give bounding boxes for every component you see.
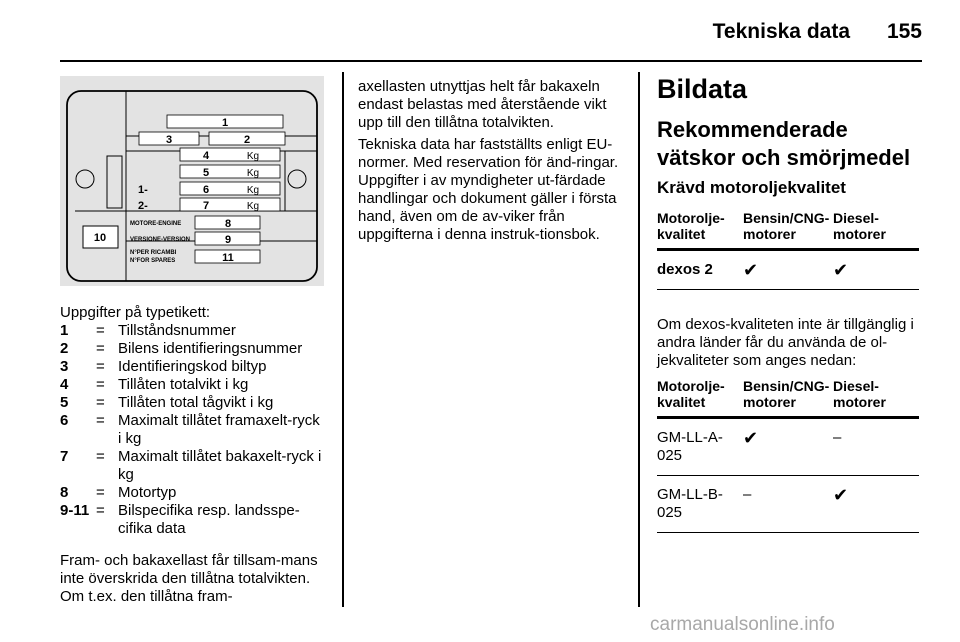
axle-load-paragraph-start: Fram- och bakaxellast får tillsam-mans inte överskrida den tillåtna totalvikten. Om t.ex. den tillåtna fram-	[60, 552, 318, 605]
plate-engine-label: MOTORE-ENGINE	[130, 221, 182, 227]
plate-field-9: 9	[224, 234, 232, 246]
column-divider-right	[638, 72, 640, 607]
legend-description: Tillståndsnummer	[118, 322, 236, 339]
plate-spares-label-2: N°FOR SPARES	[130, 258, 176, 264]
section-title: Bildata	[657, 74, 748, 104]
legend-description: Bilspecifika resp. landsspe-cifika data	[118, 502, 300, 537]
running-header-title: Tekniska data	[712, 20, 850, 43]
column-header-diesel: Diesel-motorer	[833, 378, 919, 418]
alternative-oil-quality-table	[657, 378, 919, 533]
eu-norms-paragraph: Tekniska data har fastställts enligt EU-normer. Med reservation för änd-ringar. Uppgifter i av myndigheter ut-färdade handlingar och dokument gäller i första hand, även om de av-viker från uppgifterna i denna instruk-tionsbok.	[358, 136, 619, 243]
plate-field-2: 2	[243, 134, 251, 146]
legend-number: 1	[60, 322, 69, 339]
plate-legend	[60, 322, 326, 538]
plate-field-3: 3	[165, 134, 173, 146]
plate-field-4: 4	[202, 150, 210, 162]
legend-equals: =	[96, 340, 105, 357]
subsection-title: Krävd motoroljekvalitet	[657, 178, 846, 197]
plate-kg-6: Kg	[246, 185, 260, 196]
table-row	[657, 418, 919, 476]
plate-kg-5: Kg	[246, 168, 260, 179]
plate-field-10: 10	[93, 232, 107, 244]
page-number: 155	[886, 20, 922, 43]
legend-item	[60, 340, 326, 358]
plate-field-11: 11	[222, 252, 234, 264]
plate-kg-4: Kg	[246, 151, 260, 162]
legend-description: Bilens identifieringsnummer	[118, 340, 303, 357]
plate-row-label-2: 2-	[138, 200, 148, 212]
legend-number: 4	[60, 376, 69, 393]
legend-description: Maximalt tillåtet bakaxelt-ryck i kg	[118, 448, 322, 483]
checkmark-icon: ✔	[743, 418, 833, 476]
table-row	[657, 250, 919, 290]
legend-number: 6	[60, 412, 69, 429]
legend-equals: =	[96, 502, 105, 519]
plate-field-6: 6	[202, 184, 210, 196]
legend-description: Tillåten total tågvikt i kg	[118, 394, 274, 411]
plate-row-label-1: 1-	[138, 184, 148, 196]
plate-field-8: 8	[224, 218, 232, 230]
legend-number: 9-11	[60, 502, 90, 519]
checkmark-icon: ✔	[743, 250, 833, 290]
column-header-petrol-cng: Bensin/CNG-motorer	[743, 378, 833, 418]
plate-spares-label-1: N°PER RICAMBI	[130, 250, 177, 256]
legend-equals: =	[96, 322, 105, 339]
legend-item	[60, 376, 326, 394]
checkmark-icon: ✔	[833, 476, 919, 533]
legend-description: Tillåten totalvikt i kg	[118, 376, 249, 393]
legend-item	[60, 448, 326, 484]
dash-cell: –	[833, 418, 919, 476]
table-header-row	[657, 210, 919, 250]
column-header-oil-quality: Motorolje-kvalitet	[657, 378, 743, 418]
dash-cell: –	[743, 476, 833, 533]
legend-equals: =	[96, 412, 105, 429]
legend-item	[60, 394, 326, 412]
legend-number: 3	[60, 358, 69, 375]
table-cell-quality: dexos 2	[657, 250, 743, 290]
column-divider-left	[342, 72, 344, 607]
legend-number: 5	[60, 394, 69, 411]
legend-description: Motortyp	[118, 484, 177, 501]
plate-field-1: 1	[221, 117, 229, 129]
table-cell-quality: GM-LL-A-025	[657, 418, 743, 476]
column-header-oil-quality: Motorolje-kvalitet	[657, 210, 743, 250]
table-row	[657, 476, 919, 533]
checkmark-icon: ✔	[833, 250, 919, 290]
header-rule	[60, 60, 922, 62]
column-header-petrol-cng: Bensin/CNG-motorer	[743, 210, 833, 250]
legend-description: Maximalt tillåtet framaxelt-ryck i kg	[118, 412, 320, 447]
plate-field-5: 5	[202, 167, 210, 179]
legend-number: 8	[60, 484, 69, 501]
section-subtitle: Rekommenderade vätskor och smörjmedel	[657, 117, 911, 170]
type-plate-figure	[60, 76, 324, 286]
legend-item	[60, 412, 326, 448]
legend-item	[60, 358, 326, 376]
type-plate-illustration	[60, 76, 324, 286]
legend-number: 2	[60, 340, 69, 357]
legend-item	[60, 502, 326, 538]
table-cell-quality: GM-LL-B-025	[657, 476, 743, 533]
plate-version-label: VERSIONE-VERSION	[130, 237, 191, 243]
legend-equals: =	[96, 448, 105, 465]
legend-equals: =	[96, 484, 105, 501]
legend-item	[60, 484, 326, 502]
axle-load-paragraph-end: axellasten utnyttjas helt får bakaxeln endast belastas med återstående vikt upp till den tillåtna totalvikten.	[358, 78, 607, 131]
plate-caption: Uppgifter på typetikett:	[60, 304, 211, 321]
column-header-diesel: Diesel-motorer	[833, 210, 919, 250]
legend-equals: =	[96, 358, 105, 375]
legend-description: Identifieringskod biltyp	[118, 358, 267, 375]
plate-field-7: 7	[202, 200, 210, 212]
plate-kg-7: Kg	[246, 201, 260, 212]
legend-equals: =	[96, 394, 105, 411]
legend-item	[60, 322, 326, 340]
watermark: carmanualsonline.info	[650, 614, 835, 635]
legend-number: 7	[60, 448, 69, 465]
oil-quality-table	[657, 210, 919, 290]
table-header-row	[657, 378, 919, 418]
legend-equals: =	[96, 376, 105, 393]
dexos-unavailable-paragraph: Om dexos-kvaliteten inte är tillgänglig i andra länder får du använda de ol-jekvaliteter som anges nedan:	[657, 316, 914, 369]
